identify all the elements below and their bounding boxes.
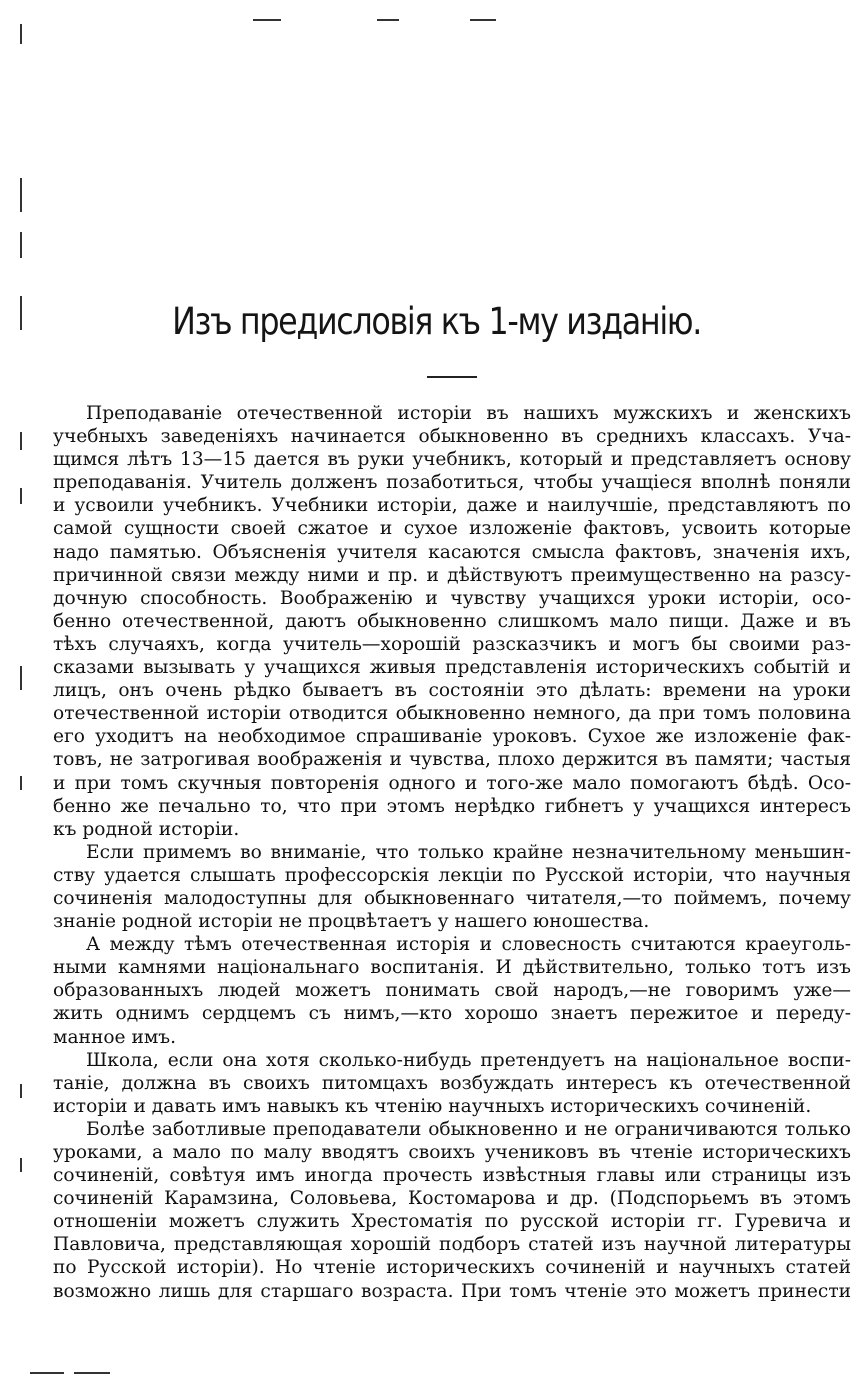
text-line: дочную способность. Воображенію и чувству учащихся уроки исторіи, осо- <box>53 587 851 609</box>
scan-mark-bottom-1 <box>30 1372 64 1374</box>
scan-mark-top-2 <box>377 19 399 21</box>
text-line: таніе, должна въ своихъ питомцахъ возбуждать интересъ къ отечественной <box>53 1072 851 1094</box>
section-heading: Изъ предисловія къ 1-му изданію. <box>172 300 701 343</box>
scan-mark-bottom-2 <box>74 1372 110 1374</box>
scan-mark-left-10 <box>20 1158 22 1172</box>
text-line: товъ, не затрогивая воображенія и чувства, плохо держится въ памяти; частыя <box>53 749 851 771</box>
scan-mark-top-3 <box>470 19 496 21</box>
text-line: исторіи и давать имъ навыкъ къ чтенію научныхъ историческихъ сочиненій. <box>53 1095 812 1117</box>
text-line: ству удается слышать профессорскія лекціи по Русской исторіи, что научныя <box>53 864 851 886</box>
body-text <box>53 402 851 1303</box>
scan-mark-left-2 <box>20 178 22 212</box>
text-line: лицъ, онъ очень рѣдко бываетъ въ состояніи это дѣлать: времени на уроки <box>53 680 851 702</box>
text-line: сказами вызывать у учащихся живыя представленія историческихъ событій и <box>53 657 851 679</box>
scan-mark-left-6 <box>20 488 22 504</box>
text-line: Павловича, представляющая хорошій подборъ статей изъ научной литературы <box>53 1234 851 1256</box>
text-line: жить однимъ сердцемъ съ нимъ,—кто хорошо знаетъ пережитое и переду- <box>53 1003 851 1025</box>
scan-mark-top-1 <box>253 19 281 21</box>
paragraph-5 <box>53 1118 851 1303</box>
scan-mark-left-5 <box>20 432 22 450</box>
scan-mark-left-1 <box>20 24 22 44</box>
text-line: Преподаваніе отечественной исторіи въ нашихъ мужскихъ и женскихъ <box>86 403 851 424</box>
text-line: отношеніи можетъ служить Хрестоматія по русской исторіи гг. Гуревича и <box>53 1211 851 1233</box>
text-line: знаніе родной исторіи не процвѣтаетъ у нашего юношества. <box>53 911 650 933</box>
text-line: ными камнями національнаго воспитанія. И дѣйствительно, только тотъ изъ <box>53 957 851 979</box>
text-line: и при томъ скучныя повторенія одного и того-же мало помогаютъ бѣдѣ. Осо- <box>53 772 851 794</box>
text-line: преподаванія. Учитель долженъ позаботиться, чтобы учащіеся вполнѣ поняли <box>53 472 851 494</box>
text-line: Школа, если она хотя сколько-нибудь претендуетъ на національное воспи- <box>86 1049 851 1071</box>
paragraph-1 <box>53 402 851 841</box>
text-line: возможно лишь для старшаго возраста. При томъ чтеніе это можетъ принести <box>53 1280 851 1302</box>
text-line: сочиненія малодоступны для обыкновеннаго читателя,—то поймемъ, почему <box>53 887 851 909</box>
text-line: къ родной исторіи. <box>53 818 240 840</box>
text-line: уроками, а мало по малу вводятъ своихъ учениковъ въ чтеніе историческихъ <box>53 1142 851 1163</box>
paragraph-4 <box>53 1049 851 1118</box>
text-line: образованныхъ людей можетъ понимать свой народъ,—не говоримъ уже— <box>53 980 851 1002</box>
text-line: отечественной исторіи отводится обыкновенно немного, да при томъ половина <box>53 703 851 725</box>
scan-mark-left-9 <box>20 1084 22 1098</box>
text-line: учебныхъ заведеніяхъ начинается обыкновенно въ среднихъ классахъ. Уча- <box>53 426 851 448</box>
text-line: сочиненій Карамзина, Соловьева, Костомарова и др. (Подспорьемъ въ этомъ <box>53 1188 851 1210</box>
scan-mark-left-3 <box>20 232 22 258</box>
scan-mark-left-4 <box>20 296 22 330</box>
text-line: тѣхъ случаяхъ, когда учитель—хорошій разсказчикъ и могъ бы своими раз- <box>53 633 851 655</box>
text-line: причинной связи между ними и пр. и дѣйствуютъ преимущественно на разсу- <box>53 564 851 586</box>
text-line: Если примемъ во вниманіе, что только крайне незначительному меньшин- <box>86 841 851 863</box>
scan-mark-left-7 <box>20 666 22 690</box>
heading-rule <box>427 376 477 378</box>
text-line: надо памятью. Объясненія учителя касаются смысла фактовъ, значенія ихъ, <box>53 541 851 563</box>
text-line: его уходитъ на необходимое спрашиваніе уроковъ. Сухое же изложеніе фак- <box>53 726 851 748</box>
text-line: щимся лѣтъ 13—15 дается въ руки учебникъ, который и представляетъ основу <box>53 449 851 471</box>
scan-mark-left-8 <box>20 776 22 790</box>
paragraph-3 <box>53 933 851 1048</box>
paragraph-2 <box>53 841 851 933</box>
text-line: и усвоили учебникъ. Учебники исторіи, даже и наилучшіе, представляютъ по <box>53 495 851 517</box>
text-line: самой сущности своей сжатое и сухое изложеніе фактовъ, усвоить которые <box>53 518 851 540</box>
text-line: Болѣе заботливые преподаватели обыкновенно и не ограничиваются только <box>86 1118 851 1140</box>
text-line: сочиненій, совѣтуя имъ иногда прочесть извѣстныя главы или страницы изъ <box>53 1165 851 1187</box>
text-line: А между тѣмъ отечественная исторія и словесность считаются краеуголь- <box>86 934 851 956</box>
text-line: бенно отечественной, даютъ обыкновенно слишкомъ мало пищи. Даже и въ <box>53 610 851 632</box>
text-line: манное имъ. <box>53 1026 177 1048</box>
text-line: бенно же печально то, что при этомъ нерѣдко гибнетъ у учащихся интересъ <box>53 795 851 817</box>
text-line: по Русской исторіи). Но чтеніе историческихъ сочиненій и научныхъ статей <box>53 1257 851 1279</box>
